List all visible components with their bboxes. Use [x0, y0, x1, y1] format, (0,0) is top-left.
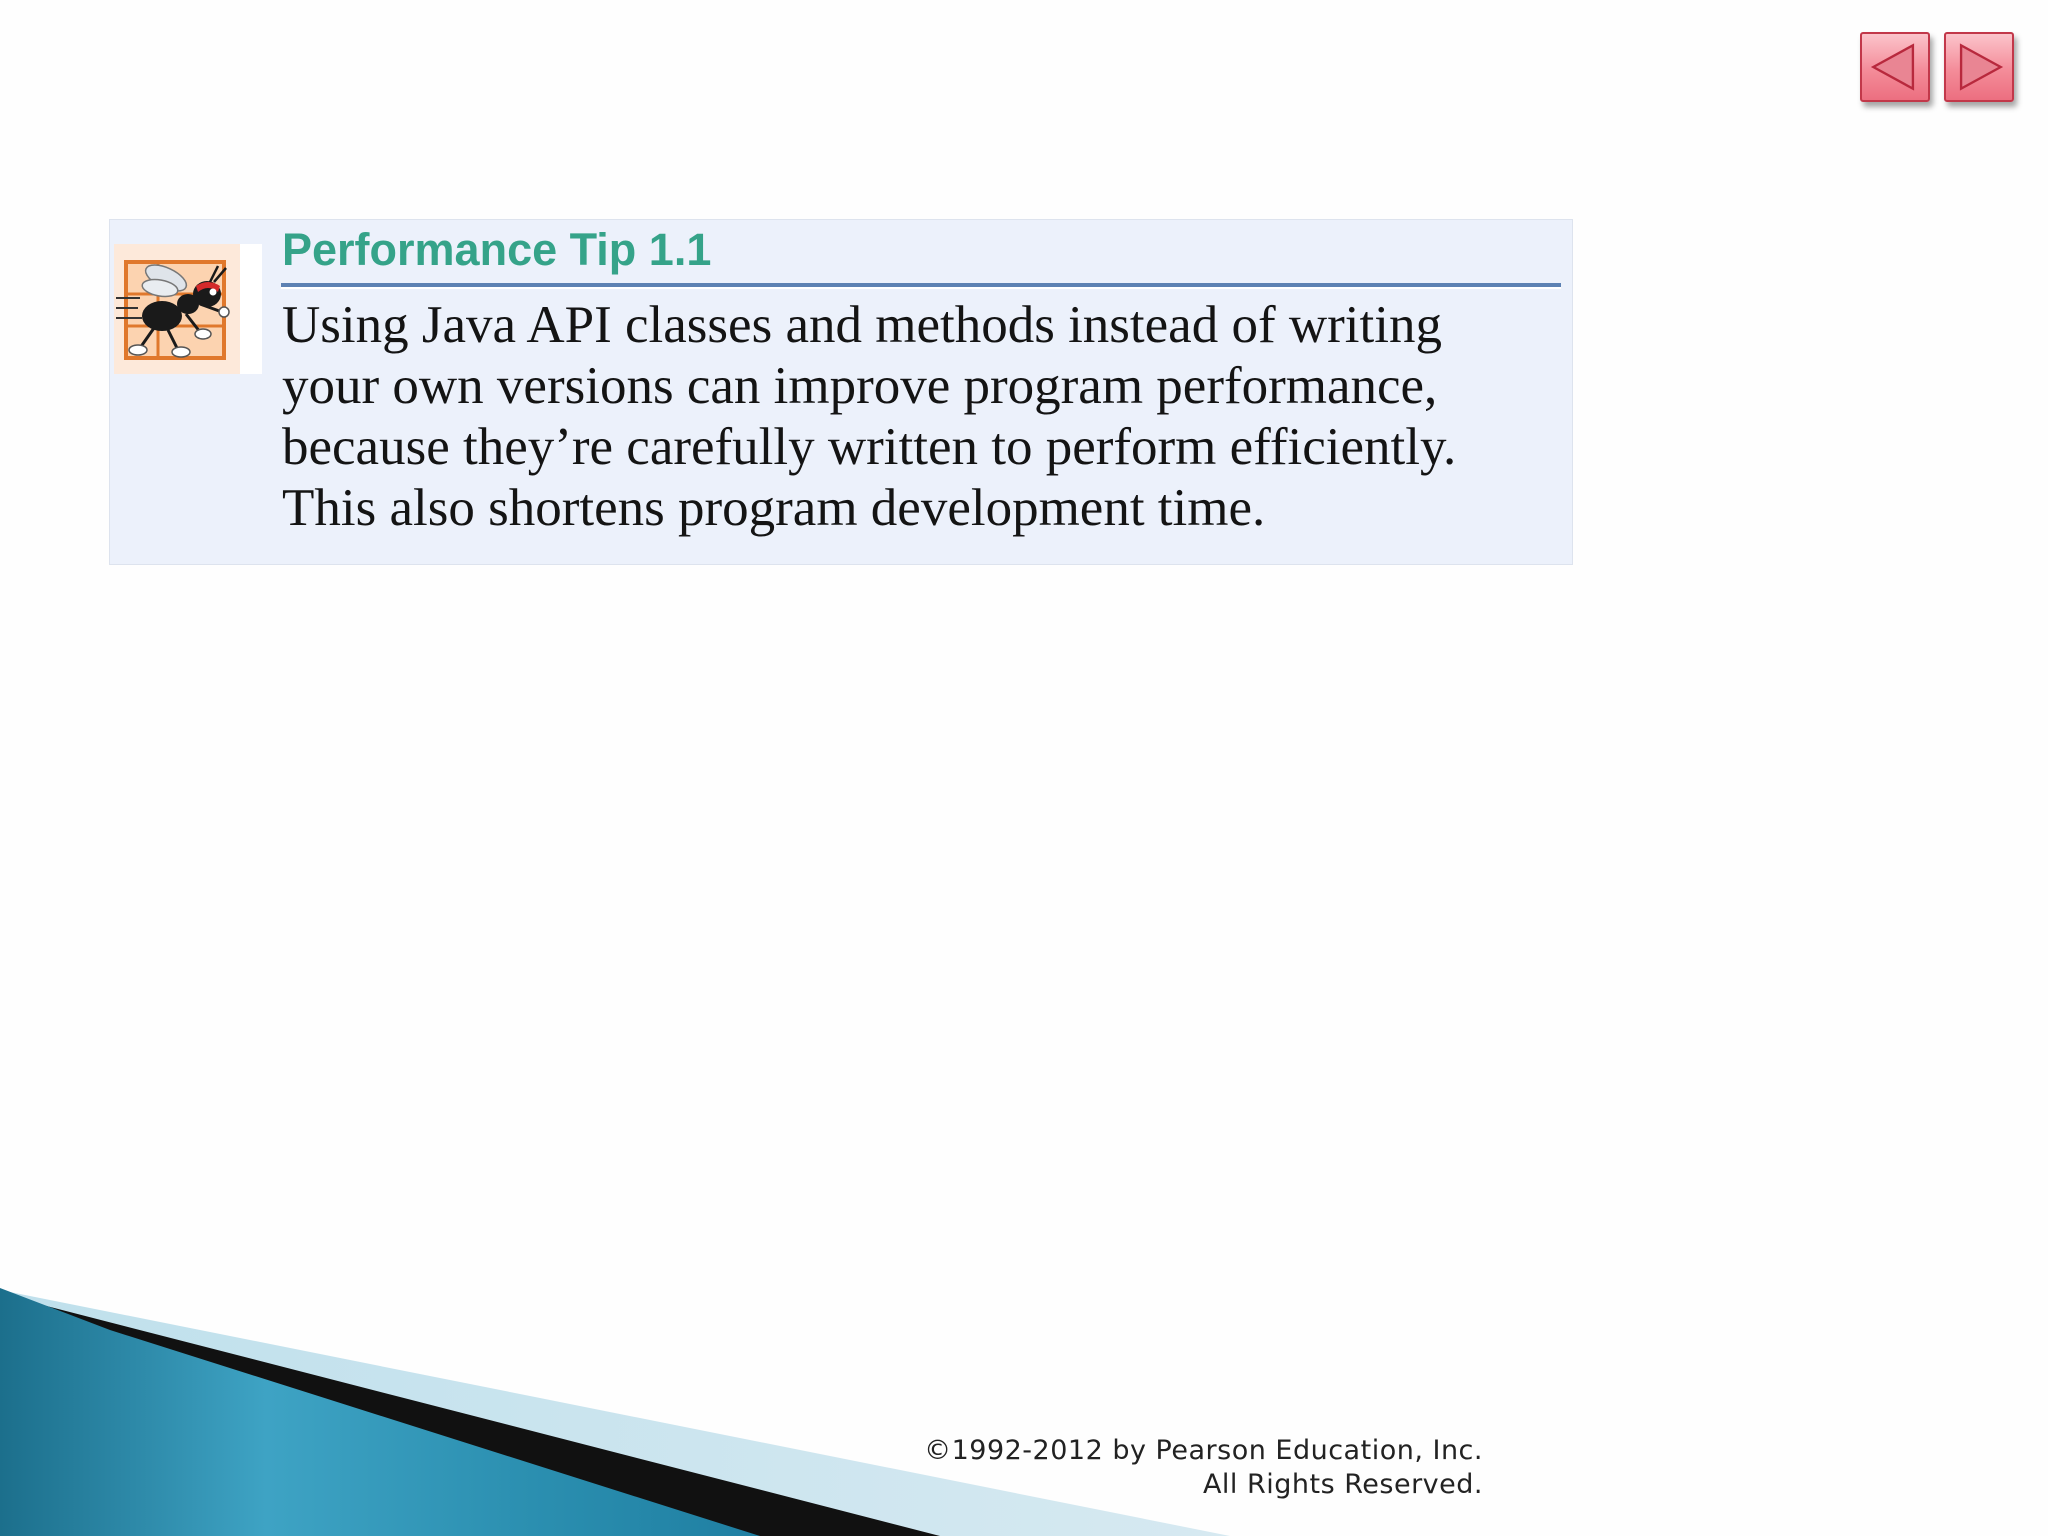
tip-body-line: This also shortens program development time. [282, 479, 1266, 537]
copyright-notice [924, 1434, 1483, 1502]
tip-title: Performance Tip 1.1 [282, 224, 712, 275]
triangle-right-icon [1946, 34, 2012, 100]
ant-performance-icon [114, 244, 240, 374]
previous-slide-button[interactable] [1860, 32, 1930, 102]
title-divider [281, 283, 1561, 289]
triangle-left-icon [1862, 34, 1928, 100]
tip-body-line: Using Java API classes and methods instead of writing [282, 296, 1442, 354]
icon-tab [240, 244, 262, 374]
copyright-line: ©1992-2012 by Pearson Education, Inc. [924, 1435, 1483, 1466]
next-slide-button[interactable] [1944, 32, 2014, 102]
copyright-line: All Rights Reserved. [1202, 1469, 1483, 1500]
performance-tip-box [109, 219, 1573, 565]
tip-body [282, 295, 1572, 539]
tip-body-line: because they’re carefully written to perform efficiently. [282, 418, 1457, 476]
tip-body-line: your own versions can improve program performance, [282, 357, 1438, 415]
